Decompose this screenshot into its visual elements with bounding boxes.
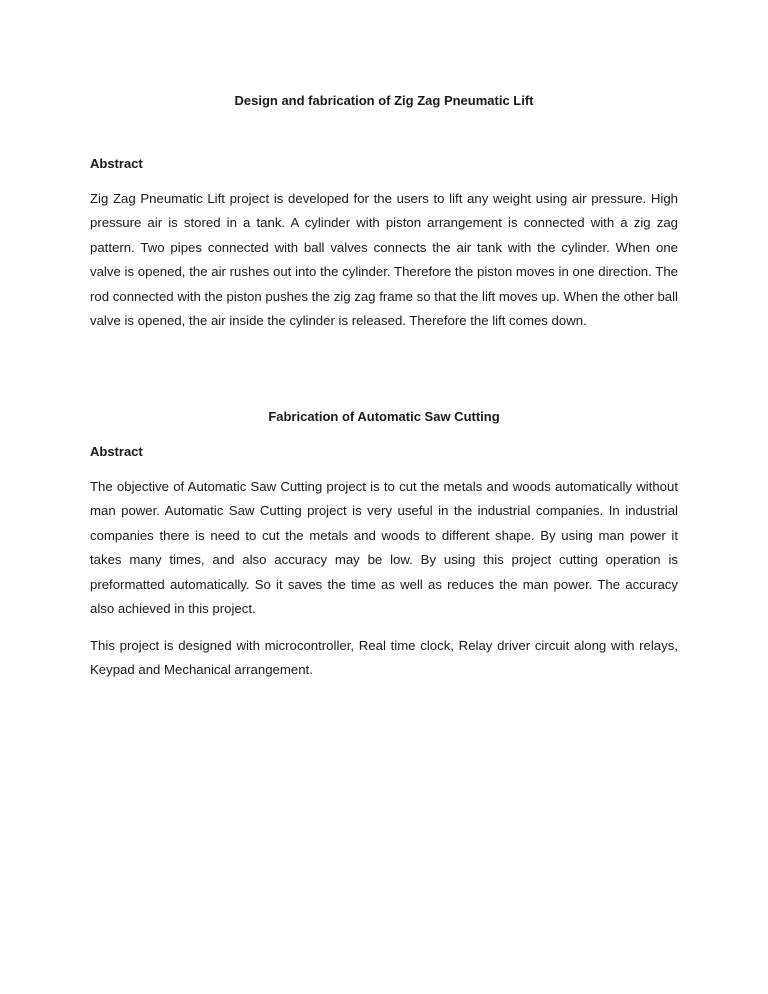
section-2-title-block xyxy=(90,408,678,426)
section-2-heading-block xyxy=(90,443,678,461)
section-1-body xyxy=(90,187,678,333)
section-2-paragraph-2: This project is designed with microcontroller, Real time clock, Relay driver circuit along with relays, Keypad and Mechanical arrangement. xyxy=(90,638,678,678)
section-2-body-2 xyxy=(90,634,678,683)
section-2-body xyxy=(90,475,678,621)
section-1-paragraph: Zig Zag Pneumatic Lift project is developed for the users to lift any weight using air pressure. High pressure air is stored in a tank. A cylinder with piston arrangement is connected with a zig zag pattern. Two pipes connected with ball valves connects the air tank with the cylinder. When one valve is opened, the air rushes out into the cylinder. Therefore the piston moves in one direction. The rod connected with the piston pushes the zig zag frame so that the lift moves up. When the other ball valve is opened, the air inside the cylinder is released. Therefore the lift comes down. xyxy=(90,191,678,329)
section-1-abstract-heading: Abstract xyxy=(90,156,143,171)
section-2-title: Fabrication of Automatic Saw Cutting xyxy=(268,409,500,424)
section-2-paragraph-1: The objective of Automatic Saw Cutting project is to cut the metals and woods automatically without man power. Automatic Saw Cutting project is very useful in the industrial companies. In industrial companies there is need to cut the metals and woods to different shape. By using man power it takes many times, and also accuracy may be low. By using this project cutting operation is preformatted automatically. So it saves the time as well as reduces the man power. The accuracy also achieved in this project. xyxy=(90,479,678,617)
section-1-heading-block xyxy=(90,155,678,173)
section-1-title: Design and fabrication of Zig Zag Pneumatic Lift xyxy=(234,93,534,108)
section-1-title-block xyxy=(90,92,678,110)
section-2-abstract-heading: Abstract xyxy=(90,444,143,459)
